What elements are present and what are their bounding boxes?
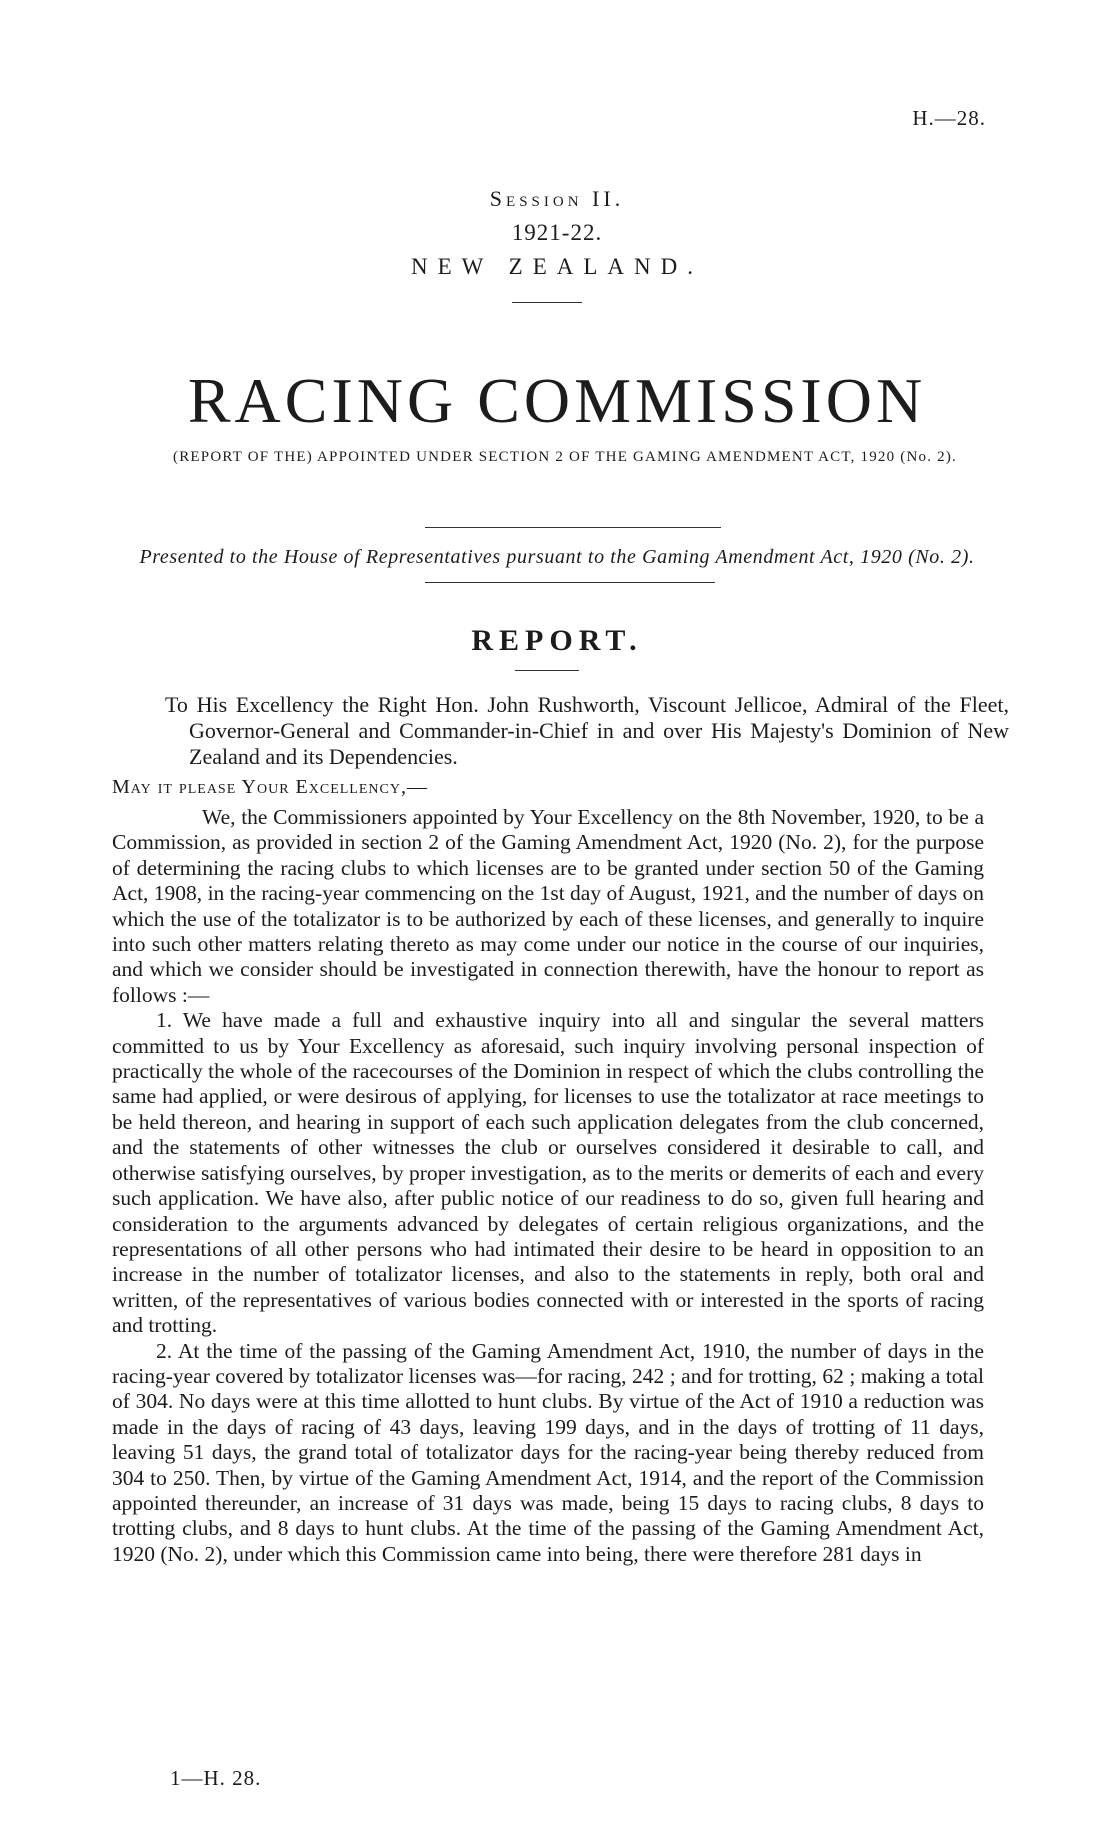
intro-paragraph: We, the Commissioners appointed by Your Excellency on the 8th November, 1920, to be a Commission, as provided in section 2 of the Gaming Amendment Act, 1920 (No. 2), for the purpose of determining the racing clubs to which licenses are to be granted under section 50 of the Gaming Act, 1908, in the racing-year commencing on the 1st day of August, 1921, and the number of days on which the use of the totalizator is to be authorized by each of these licenses, and generally to inquire into such other matters relating thereto as may come under our notice in the course of our inquiries, and which we consider should be investigated in connection therewith, have the honour to report as follows :— [112,805,984,1007]
report-body [112,805,984,1567]
paragraph-1: 1. We have made a full and exhaustive inquiry into all and singular the several matters committed to us by Your Excellency as aforesaid, such inquiry involving personal inspection of practically the whole of the racecourses of the Dominion in respect of which the clubs controlling the same had applied, or were desirous of applying, for licenses to use the totalizator at race meetings to be held thereon, and hearing in support of each such application delegates from the club concerned, and the statements of other witnesses the club or ourselves considered it desirable to call, and otherwise satisfying ourselves, by proper investigation, as to the merits or demerits of each and every such application. We have also, after public notice of our readiness to do so, given full hearing and consideration to the arguments advanced by delegates of certain religious organizations, and the representations of all other persons who had intimated their desire to be heard in opposition to an increase in the number of totalizator licenses, and also to the statements in reply, both oral and written, of the representatives of various bodies connected with or interested in the sports of racing and trotting. [112,1008,984,1338]
document-subtitle: (REPORT OF THE) APPOINTED UNDER SECTION 2 OF THE GAMING AMENDMENT ACT, 1920 (No. 2). [173,449,957,465]
paragraph-2: 2. At the time of the passing of the Gaming Amendment Act, 1910, the number of days in the racing-year covered by totalizator licenses was—for racing, 242 ; and for trotting, 62 ; making a total of 304. No days were at this time allotted to hunt clubs. By virtue of the Act of 1910 a reduction was made in the days of racing of 43 days, leaving 199 days, and in the days of trotting of 11 days, leaving 51 days, the grand total of totalizator days for the racing-year being thereby reduced from 304 to 250. Then, by virtue of the Gaming Amendment Act, 1914, and the report of the Commission appointed thereunder, an increase of 31 days was made, being 15 days to racing clubs, 8 days to trotting clubs, and 8 days to hunt clubs. At the time of the passing of the Gaming Amendment Act, 1920 (No. 2), under which this Commission came into being, there were therefore 281 days in [112,1338,984,1566]
session-years: 1921-22. [511,220,603,245]
address-block: To His Excellency the Right Hon. John Rushworth, Viscount Jellicoe, Admiral of the Fleet, Governor-General and Commander-in-Chief in and over His Majesty's Dominion of New Zealand and its Dependencies. [165,692,1009,769]
masthead-divider [512,302,582,303]
report-divider [515,670,579,671]
document-title: RACING COMMISSION [187,365,927,436]
presented-note: Presented to the House of Representatives pursuant to the Gaming Amendment Act, 1920 (No. 2). [139,546,975,568]
presented-divider [425,582,715,583]
footer-signature: 1—H. 28. [170,1766,262,1790]
salutation: May it please Your Excellency,— [112,776,428,798]
page-number: H.—28. [912,106,986,130]
session-label: Session II. [489,186,625,211]
report-heading: REPORT. [471,624,643,657]
subtitle-divider [425,527,721,528]
country-name: NEW ZEALAND. [410,254,704,279]
